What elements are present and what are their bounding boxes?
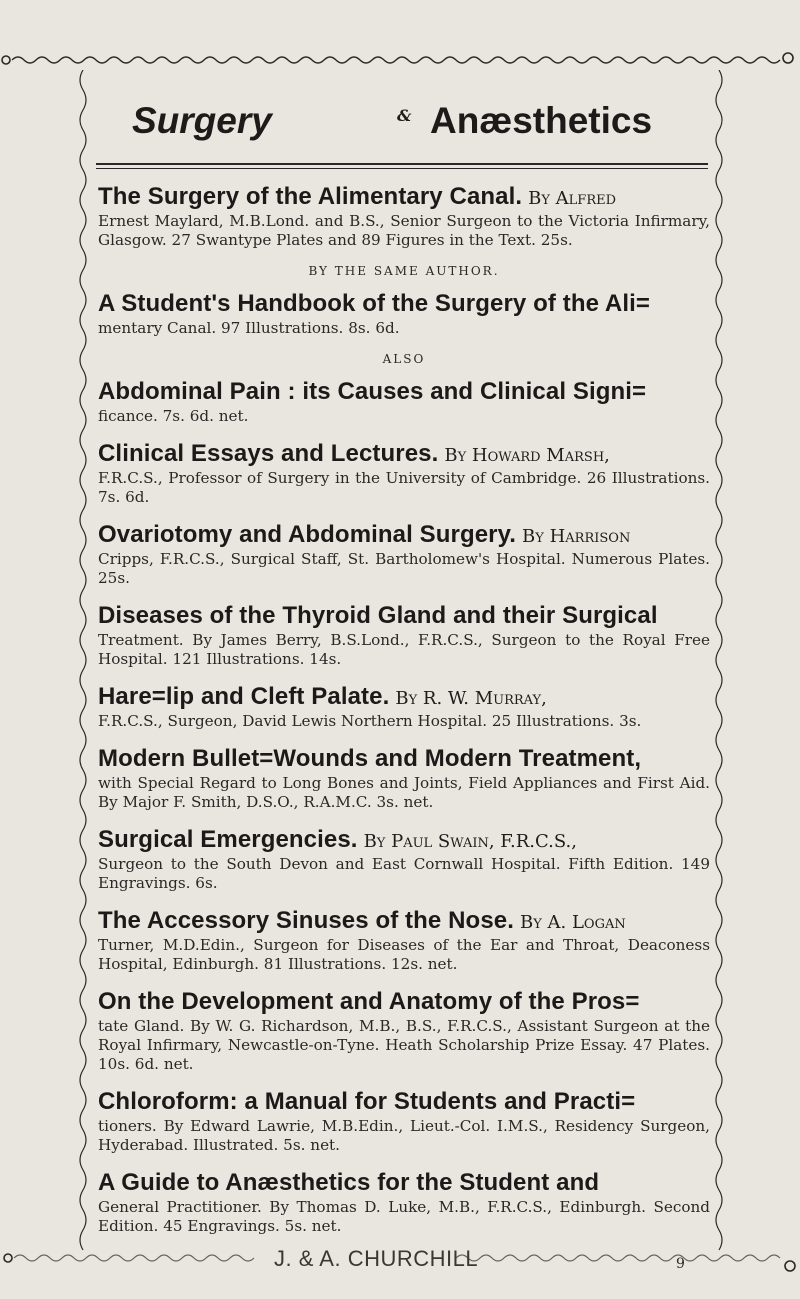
section-note: ALSO [382,352,426,366]
book-title: Chloroform: a Manual for Students and Practi= [98,1088,636,1115]
book-entry [98,907,710,974]
book-entry [98,988,710,1074]
book-description: ficance. 7s. 6d. net. [98,407,249,425]
book-description: tioners. By Edward Lawrie, M.B.Edin., Lieut.-Col. I.M.S., Residency Surgeon, Hyderabad. Illustrated. 5s. net. [98,1117,710,1154]
header-rule [96,163,708,165]
top-wavy-border [0,52,800,92]
book-title: The Surgery of the Alimentary Canal. [98,183,523,210]
book-title: On the Development and Anatomy of the Pros= [98,988,640,1015]
book-title: Abdominal Pain : its Causes and Clinical Signi= [98,378,647,405]
page-header [110,100,710,160]
section-note: BY THE SAME AUTHOR. [308,264,500,278]
book-entry [98,1088,710,1155]
book-entry [98,183,710,250]
book-list [98,183,710,1250]
book-title: Diseases of the Thyroid Gland and their Surgical [98,602,658,629]
book-description: Treatment. By James Berry, B.S.Lond., F.R.C.S., Surgeon to the Royal Free Hospital. 121 Illustrations. 14s. [98,631,710,668]
book-title: Clinical Essays and Lectures. [98,440,439,467]
header-rule-thin [96,168,708,169]
book-description: Ernest Maylard, M.B.Lond. and B.S., Senior Surgeon to the Victoria Infirmary, Glasgow. 27 Swantype Plates and 89 Figures in the Text. 25s. [98,212,710,249]
header-ampersand: & [397,106,412,125]
book-title: A Student's Handbook of the Surgery of the Ali= [98,290,650,317]
book-description: tate Gland. By W. G. Richardson, M.B., B.S., F.R.C.S., Assistant Surgeon at the Royal Infirmary, Newcastle-on-Tyne. Heath Scholarship Prize Essay. 47 Plates. 10s. 6d. net. [98,1017,710,1073]
book-entry [98,683,710,731]
publisher-footer: J. & A. CHURCHILL [274,1246,479,1271]
header-surgery: Surgery [132,100,272,141]
book-title: Modern Bullet=Wounds and Modern Treatment, [98,745,642,772]
book-entry [98,745,710,812]
book-description: F.R.C.S., Surgeon, David Lewis Northern Hospital. 25 Illustrations. 3s. [98,712,642,730]
book-description: General Practitioner. By Thomas D. Luke, M.B., F.R.C.S., Edinburgh. Second Edition. 45 Engravings. 5s. net. [98,1198,710,1235]
book-author-lead: By Alfred [528,188,617,209]
book-entry [98,521,710,588]
book-description: with Special Regard to Long Bones and Joints, Field Appliances and First Aid. By Major F. Smith, D.S.O., R.A.M.C. 3s. net. [98,774,710,811]
book-title: Hare=lip and Cleft Palate. [98,683,390,710]
book-title: Surgical Emergencies. [98,826,358,853]
book-entry [98,602,710,669]
book-author-lead: By Paul Swain, F.R.C.S., [363,831,577,852]
book-description: F.R.C.S., Professor of Surgery in the University of Cambridge. 26 Illustrations. 7s. 6d. [98,469,710,506]
right-wavy-border [712,70,726,1270]
header-anaesthetics: Anæsthetics [430,100,653,141]
book-entry [98,290,710,338]
book-title: The Accessory Sinuses of the Nose. [98,907,514,934]
book-entry [98,440,710,507]
page-number: 9 [676,1256,685,1272]
left-wavy-border [76,70,90,1270]
book-description: Surgeon to the South Devon and East Cornwall Hospital. Fifth Edition. 149 Engravings. 6s. [98,855,710,892]
book-author-lead: By Harrison [522,526,631,547]
book-entry [98,378,710,426]
book-entry [98,826,710,893]
book-description: Cripps, F.R.C.S., Surgical Staff, St. Bartholomew's Hospital. Numerous Plates. 25s. [98,550,710,587]
book-entry [98,1169,710,1236]
book-description: Turner, M.D.Edin., Surgeon for Diseases of the Ear and Throat, Deaconess Hospital, Edinburgh. 81 Illustrations. 12s. net. [98,936,710,973]
book-title: A Guide to Anæsthetics for the Student and [98,1169,600,1196]
book-title: Ovariotomy and Abdominal Surgery. [98,521,517,548]
book-author-lead: By Howard Marsh, [444,445,610,466]
book-description: mentary Canal. 97 Illustrations. 8s. 6d. [98,319,400,337]
book-author-lead: By R. W. Murray, [395,688,547,709]
book-author-lead: By A. Logan [519,912,626,933]
